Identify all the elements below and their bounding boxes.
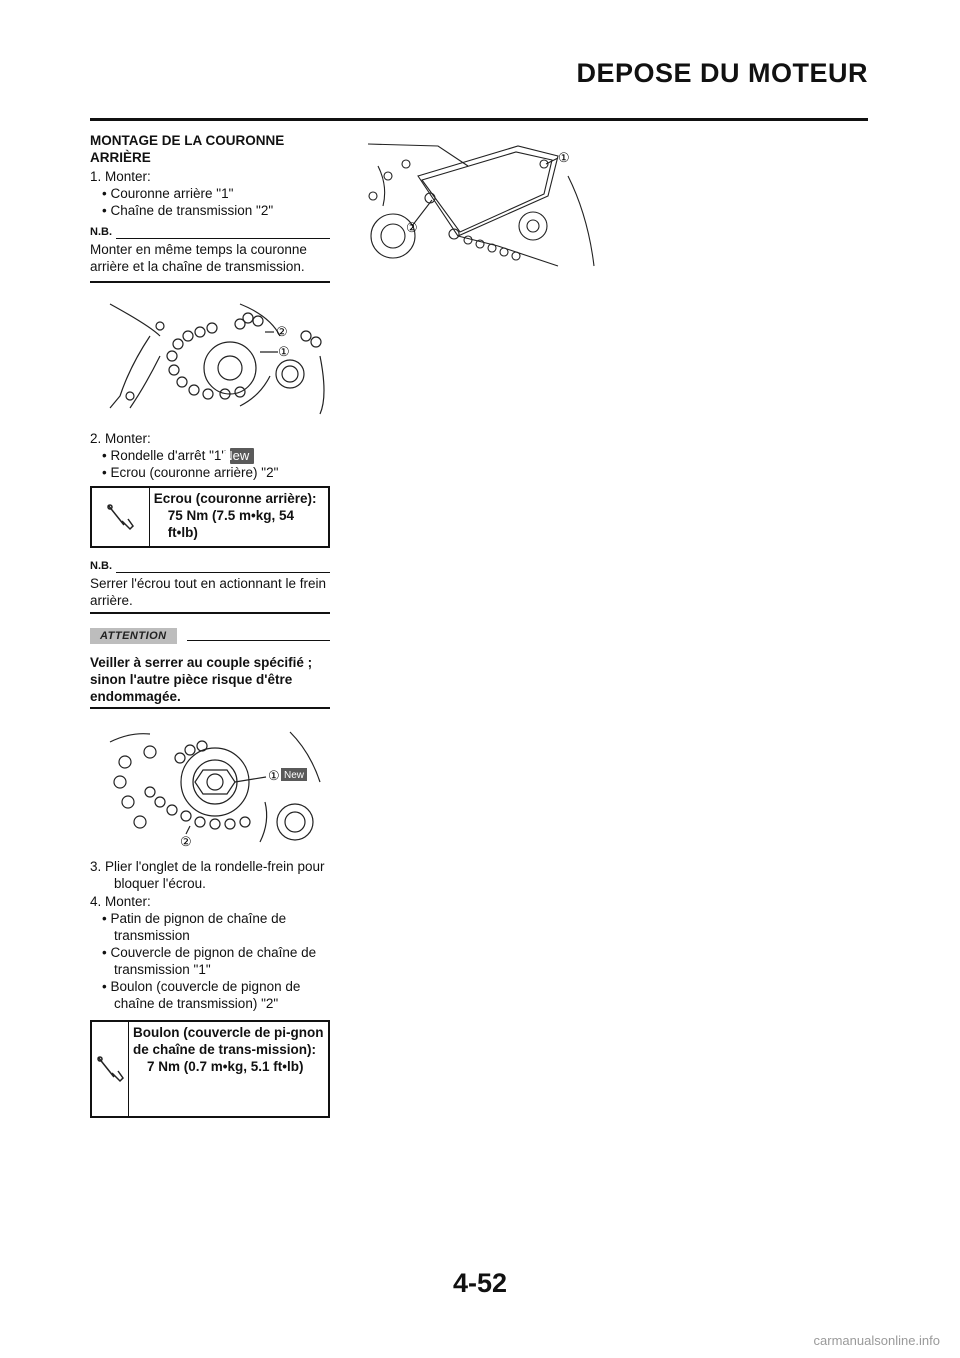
step-2-label: 2. Monter:: [90, 431, 151, 446]
torque-title: Ecrou (couronne arrière):: [153, 491, 317, 506]
step-3: [90, 858, 330, 892]
nb-rule: [116, 238, 330, 239]
attention-label: ATTENTION: [90, 628, 177, 644]
nb-1: [90, 224, 330, 275]
step-4-item: • Couvercle de pignon de chaîne de transmission "1": [102, 945, 317, 977]
page-title: DEPOSE DU MOTEUR: [576, 58, 868, 88]
step-1: [90, 168, 330, 219]
step-2: [90, 430, 330, 481]
callout-1: ①: [558, 150, 570, 165]
step-4: [90, 893, 330, 1012]
step-4-item: • Patin de pignon de chaîne de transmission: [102, 911, 287, 943]
header-rule: [90, 118, 868, 121]
step-2-item: [90, 447, 330, 464]
nb-label: N.B.: [90, 226, 112, 238]
step-2-item: • Ecrou (couronne arrière) "2": [102, 465, 279, 480]
attention-header: [90, 628, 330, 644]
callout-1: ①: [278, 344, 290, 359]
torque-value: 7 Nm (0.7 m•kg, 5.1 ft•lb): [147, 1059, 304, 1074]
step-3-text: 3. Plier l'onglet de la rondelle-frein pour bloquer l'écrou.: [90, 859, 325, 891]
callout-2: ②: [406, 220, 418, 235]
page-number: 4-52: [452, 1268, 508, 1298]
nb-end-rule: [90, 612, 330, 614]
torque-spec-box: [90, 486, 330, 548]
step-1-label: 1. Monter:: [90, 169, 151, 184]
nb-text: Monter en même temps la couronne arrière et la chaîne de transmission.: [90, 242, 307, 274]
new-badge: New: [284, 770, 305, 781]
callout-1: ①: [268, 768, 280, 783]
step-1-item: • Couronne arrière "1": [102, 186, 234, 201]
nb-text: Serrer l'écrou tout en actionnant le frein arrière.: [90, 576, 326, 608]
callout-2: ②: [180, 834, 192, 849]
torque-wrench-icon: [92, 1022, 129, 1116]
rear-sprocket-chain-figure: [90, 296, 330, 416]
nb-2: [90, 558, 330, 609]
attention-text: Veiller à serrer au couple spécifié ; sinon l'autre pièce risque d'être endommagée.: [90, 655, 313, 704]
lock-washer-nut-figure: [90, 722, 330, 850]
torque-value: 75 Nm (7.5 m•kg, 54 ft•lb): [167, 508, 294, 540]
watermark: carmanualsonline.info: [813, 1333, 940, 1348]
torque-spec-box: [90, 1020, 330, 1118]
attention-end-rule: [90, 707, 330, 709]
nb-label: N.B.: [90, 560, 112, 572]
nb-end-rule: [90, 281, 330, 283]
sprocket-cover-figure: [358, 136, 596, 272]
section-heading: MONTAGE DE LA COURONNE ARRIÈRE: [90, 133, 285, 165]
step-4-item: • Boulon (couvercle de pignon de chaîne de transmission) "2": [102, 979, 301, 1011]
new-badge: New: [230, 448, 254, 464]
callout-2: ②: [276, 324, 288, 339]
step-4-label: 4. Monter:: [90, 894, 151, 909]
step-1-item: • Chaîne de transmission "2": [102, 203, 274, 218]
step-2-item-text: • Rondelle d'arrêt "1": [102, 448, 227, 463]
attention-rule: [187, 640, 330, 642]
nb-rule: [116, 572, 330, 573]
torque-title: Boulon (couvercle de pi-gnon de chaîne de trans-mission):: [133, 1025, 324, 1057]
torque-wrench-icon: [92, 488, 150, 546]
